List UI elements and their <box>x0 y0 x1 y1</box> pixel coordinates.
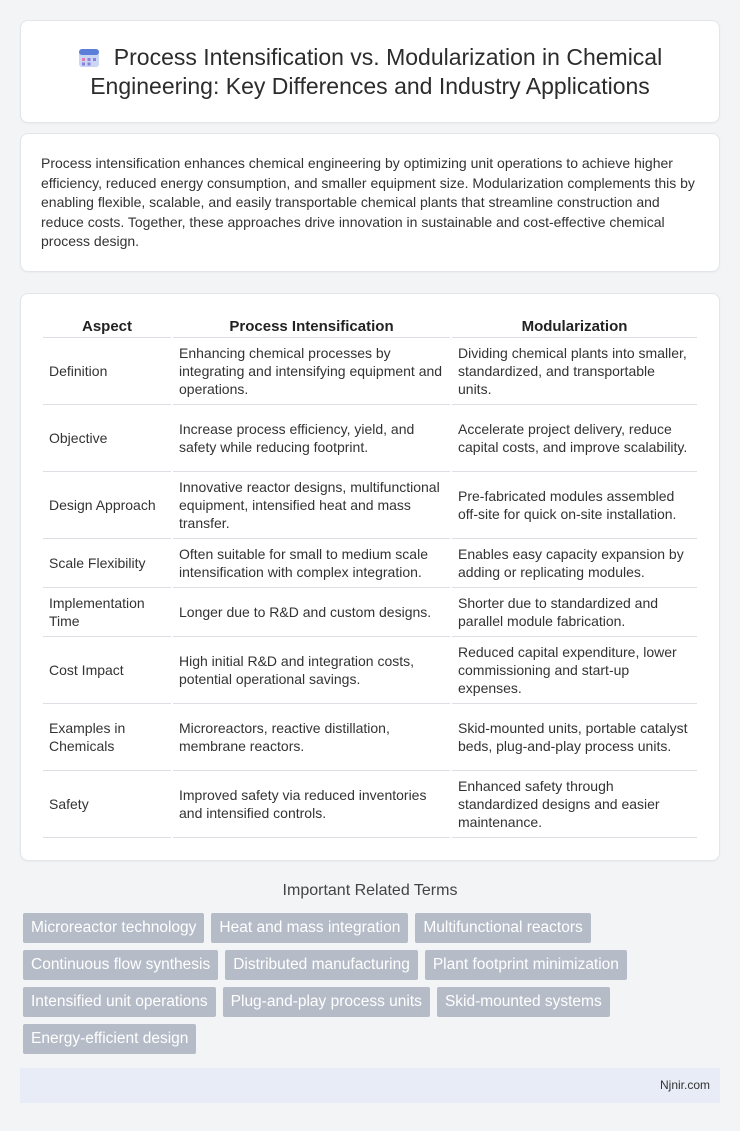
header-modularization: Modularization <box>452 314 697 338</box>
table-row <box>43 338 697 405</box>
cell-process-intensification: High initial R&D and integration costs, potential operational savings. <box>173 637 450 704</box>
cell-modularization: Pre-fabricated modules assembled off-site for quick on-site installation. <box>452 472 697 539</box>
cell-aspect: Scale Flexibility <box>43 539 171 588</box>
calendar-icon <box>78 46 100 68</box>
footer <box>20 1068 720 1103</box>
table-header-row <box>43 314 697 338</box>
related-terms-title: Important Related Terms <box>282 882 458 899</box>
related-term-tag[interactable]: Multifunctional reactors <box>415 913 590 943</box>
related-term-tag[interactable]: Plant footprint minimization <box>425 950 627 980</box>
table-row <box>43 472 697 539</box>
cell-modularization: Enhanced safety through standardized designs and easier maintenance. <box>452 771 697 838</box>
related-terms-section <box>20 882 720 1054</box>
table-row <box>43 405 697 472</box>
intro-card <box>20 133 720 272</box>
cell-process-intensification: Longer due to R&D and custom designs. <box>173 588 450 637</box>
header-process-intensification: Process Intensification <box>173 314 450 338</box>
cell-modularization: Dividing chemical plants into smaller, standardized, and transportable units. <box>452 338 697 405</box>
cell-modularization: Reduced capital expenditure, lower commissioning and start-up expenses. <box>452 637 697 704</box>
related-term-tag[interactable]: Intensified unit operations <box>23 987 216 1017</box>
cell-aspect: Definition <box>43 338 171 405</box>
comparison-table <box>41 314 699 838</box>
page-title-text: Process Intensification vs. Modularization in Chemical Engineering: Key Differences and Industry Applications <box>90 44 663 99</box>
table-row <box>43 704 697 771</box>
cell-modularization: Skid-mounted units, portable catalyst beds, plug-and-play process units. <box>452 704 697 771</box>
comparison-table-card <box>20 293 720 861</box>
header-aspect: Aspect <box>43 314 171 338</box>
related-term-tag[interactable]: Distributed manufacturing <box>225 950 418 980</box>
cell-process-intensification: Microreactors, reactive distillation, membrane reactors. <box>173 704 450 771</box>
related-term-tag[interactable]: Energy-efficient design <box>23 1024 196 1054</box>
related-term-tag[interactable]: Skid-mounted systems <box>437 987 610 1017</box>
table-row <box>43 771 697 838</box>
related-terms-list <box>20 913 720 1054</box>
related-term-tag[interactable]: Continuous flow synthesis <box>23 950 218 980</box>
cell-modularization: Enables easy capacity expansion by adding or replicating modules. <box>452 539 697 588</box>
table-row <box>43 588 697 637</box>
footer-site-link[interactable]: Njnir.com <box>659 1078 710 1092</box>
cell-aspect: Safety <box>43 771 171 838</box>
related-term-tag[interactable]: Plug-and-play process units <box>223 987 430 1017</box>
cell-modularization: Accelerate project delivery, reduce capital costs, and improve scalability. <box>452 405 697 472</box>
cell-aspect: Cost Impact <box>43 637 171 704</box>
cell-process-intensification: Innovative reactor designs, multifunctional equipment, intensified heat and mass transfer. <box>173 472 450 539</box>
table-row <box>43 539 697 588</box>
cell-aspect: Design Approach <box>43 472 171 539</box>
related-term-tag[interactable]: Microreactor technology <box>23 913 204 943</box>
table-row <box>43 637 697 704</box>
cell-aspect: Objective <box>43 405 171 472</box>
cell-process-intensification: Increase process efficiency, yield, and safety while reducing footprint. <box>173 405 450 472</box>
title-card <box>20 20 720 123</box>
cell-aspect: Examples in Chemicals <box>43 704 171 771</box>
cell-process-intensification: Improved safety via reduced inventories and intensified controls. <box>173 771 450 838</box>
intro-paragraph: Process intensification enhances chemical engineering by optimizing unit operations to achieve higher efficiency, reduced energy consumption, and smaller equipment size. Modularization complements this by enabling flexible, scalable, and easily transportable chemical plants that streamline construction and reduce costs. Together, these approaches drive innovation in sustainable and cost-effective chemical process design. <box>41 155 695 249</box>
cell-modularization: Shorter due to standardized and parallel module fabrication. <box>452 588 697 637</box>
cell-aspect: Implementation Time <box>43 588 171 637</box>
page-title <box>41 43 699 101</box>
related-term-tag[interactable]: Heat and mass integration <box>211 913 408 943</box>
cell-process-intensification: Often suitable for small to medium scale intensification with complex integration. <box>173 539 450 588</box>
cell-process-intensification: Enhancing chemical processes by integrating and intensifying equipment and operations. <box>173 338 450 405</box>
